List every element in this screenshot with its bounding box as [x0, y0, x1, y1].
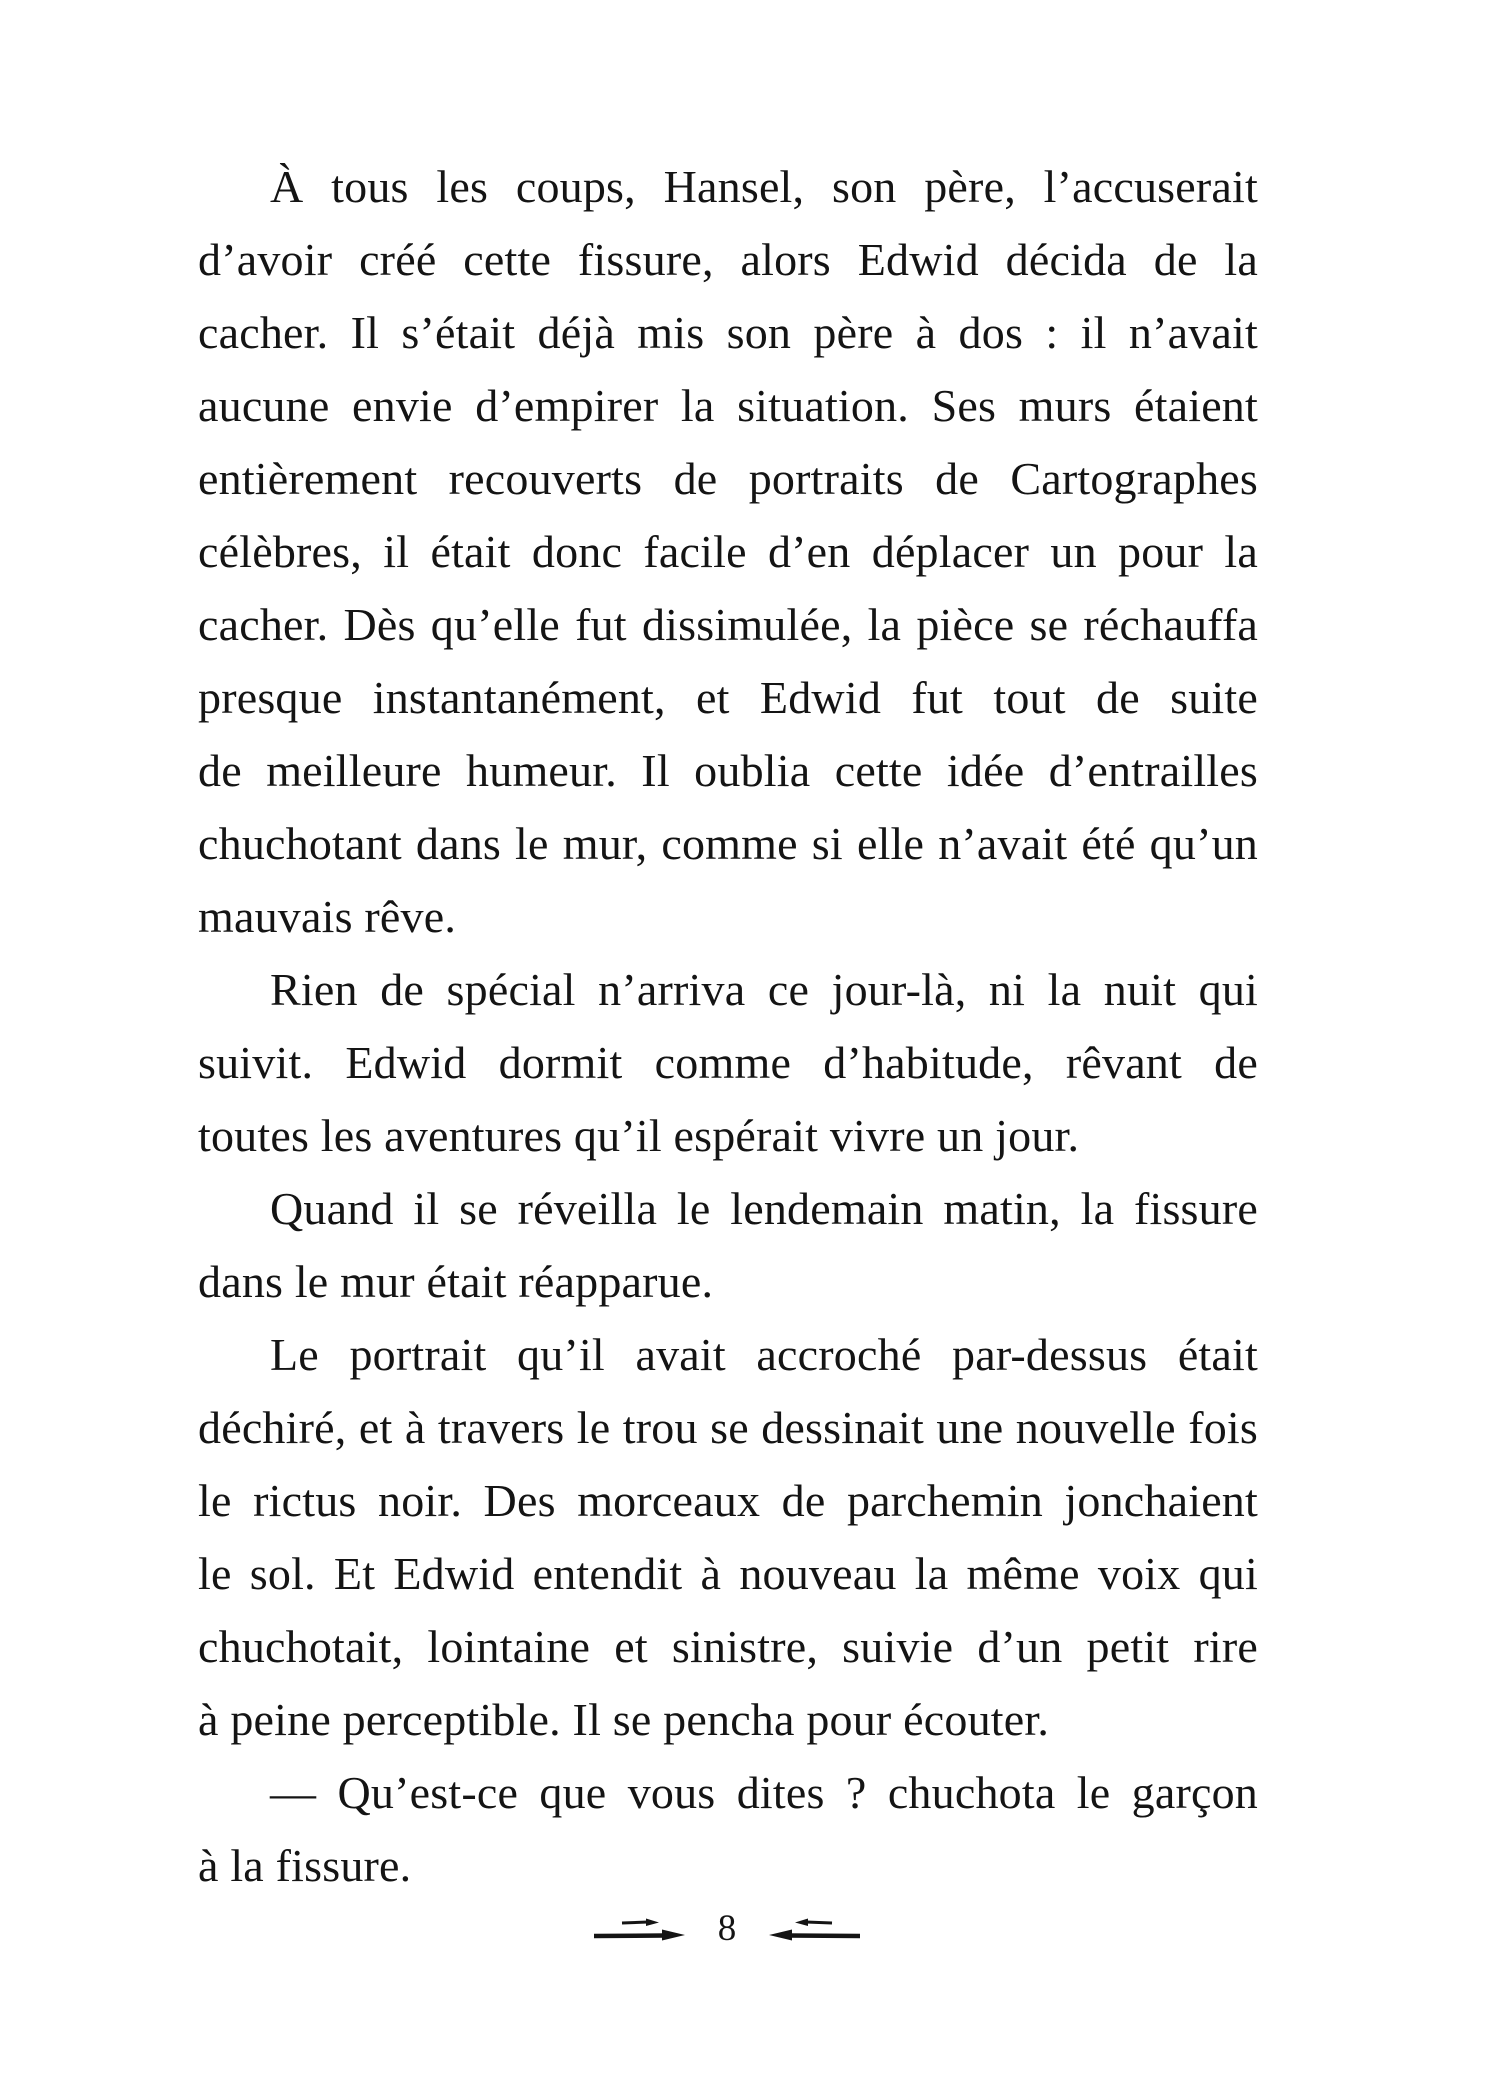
text-line: presque instantanément, et Edwid fut tout de suite [198, 672, 1258, 723]
flourish-dash-left-icon [592, 1914, 692, 1946]
text-line: aucune envie d’empirer la situation. Ses murs étaient [198, 380, 1258, 431]
paragraph [198, 1318, 1258, 1756]
text-line: le rictus noir. Des morceaux de parchemin jonchaient [198, 1475, 1258, 1526]
text-line: à peine perceptible. Il se pencha pour écouter. [198, 1694, 1050, 1745]
text-line: déchiré, et à travers le trou se dessinait une nouvelle fois [198, 1402, 1258, 1453]
text-line: le sol. Et Edwid entendit à nouveau la même voix qui [198, 1548, 1258, 1599]
text-line: Quand il se réveilla le lendemain matin, la fissure [270, 1183, 1258, 1234]
flourish-dash-right-icon [762, 1914, 862, 1946]
text-line: de meilleure humeur. Il oublia cette idée d’entrailles [198, 745, 1258, 796]
text-line: dans le mur était réapparue. [198, 1256, 714, 1307]
text-line: À tous les coups, Hansel, son père, l’accuserait [270, 161, 1258, 212]
page-number: 8 [717, 1907, 737, 1949]
body-text [198, 150, 1258, 1902]
text-line: d’avoir créé cette fissure, alors Edwid décida de la [198, 234, 1258, 285]
text-line: mauvais rêve. [198, 891, 457, 942]
text-line: à la fissure. [198, 1840, 412, 1891]
text-line: cacher. Il s’était déjà mis son père à dos : il n’avait [198, 307, 1258, 358]
text-line: chuchotant dans le mur, comme si elle n’avait été qu’un [198, 818, 1258, 869]
text-line: Le portrait qu’il avait accroché par-dessus était [270, 1329, 1258, 1380]
page-footer [0, 1902, 1454, 1958]
text-line: entièrement recouverts de portraits de Cartographes [198, 453, 1258, 504]
paragraph [198, 150, 1258, 953]
paragraph [198, 953, 1258, 1172]
paragraph [198, 1172, 1258, 1318]
text-line: cacher. Dès qu’elle fut dissimulée, la pièce se réchauffa [198, 599, 1258, 650]
text-line: chuchotait, lointaine et sinistre, suivie d’un petit rire [198, 1621, 1258, 1672]
text-line: — Qu’est-ce que vous dites ? chuchota le garçon [270, 1767, 1258, 1818]
text-line: toutes les aventures qu’il espérait vivre un jour. [198, 1110, 1080, 1161]
text-line: suivit. Edwid dormit comme d’habitude, rêvant de [198, 1037, 1258, 1088]
text-line: Rien de spécial n’arriva ce jour-là, ni la nuit qui [270, 964, 1258, 1015]
paragraph [198, 1756, 1258, 1902]
text-line: célèbres, il était donc facile d’en déplacer un pour la [198, 526, 1258, 577]
